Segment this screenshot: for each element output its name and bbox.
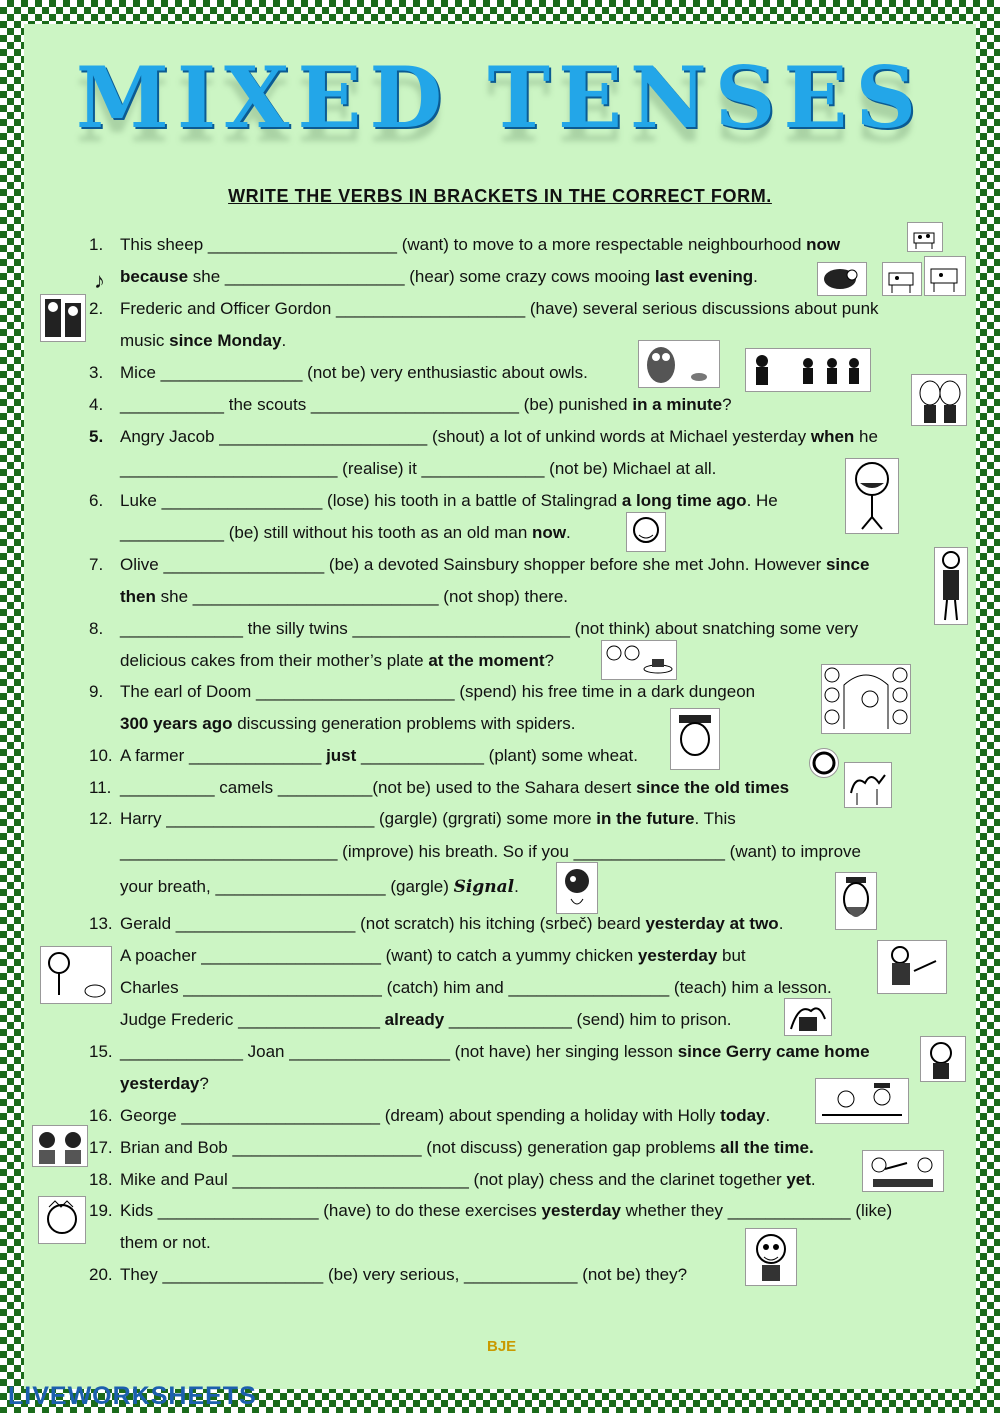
- sun-illustration-icon: [809, 748, 839, 778]
- singer-illustration-icon: [920, 1036, 966, 1082]
- exercise-line: [89, 681, 755, 703]
- exercise-text: _______________________ (improve) his breath. So if you ________________ (want) to improve: [120, 842, 861, 861]
- farmer-illustration-icon: [670, 708, 720, 770]
- exercise-line: [89, 1041, 870, 1063]
- exercise-line: [89, 1169, 816, 1191]
- exercise-line: [120, 1232, 211, 1254]
- time-expression: yesterday: [120, 1074, 200, 1093]
- exercise-number: 16.: [89, 1106, 113, 1125]
- exercise-text: A farmer ______________: [120, 746, 327, 765]
- exercise-line: [89, 426, 878, 448]
- exercise-line: [89, 490, 778, 512]
- exercise-number: 17.: [89, 1138, 113, 1157]
- camel-illustration-icon: [844, 762, 892, 808]
- exercise-line: [89, 298, 879, 320]
- exercise-text: .: [514, 877, 519, 896]
- time-expression: all the time.: [720, 1138, 814, 1157]
- exercise-number: 20.: [89, 1265, 113, 1284]
- exercise-text: _____________ the silly twins _______________________ (not think) about snatching some very: [120, 619, 859, 638]
- exercise-number: 1.: [89, 235, 104, 254]
- exercise-text: but: [717, 946, 746, 965]
- exercise-line: [89, 777, 789, 799]
- exercise-number: 7.: [89, 555, 104, 574]
- twins-cakes-illustration-icon: [601, 640, 677, 680]
- instruction-heading: WRITE THE VERBS IN BRACKETS IN THE CORRECT FORM.: [228, 186, 772, 206]
- serious-man-illustration-icon: [745, 1228, 797, 1286]
- exercise-line: [120, 458, 716, 480]
- exercise-text: Kids _________________ (have) to do these exercises: [120, 1201, 542, 1220]
- exercise-number: 3.: [89, 363, 104, 382]
- policeman-illustration-icon: [877, 940, 947, 994]
- time-expression: because: [120, 267, 189, 286]
- time-expression: last evening: [654, 267, 754, 286]
- exercise-line: [89, 808, 736, 830]
- exercise-text: George _____________________ (dream) about spending a holiday with Holly: [120, 1106, 721, 1125]
- cow-illustration-icon: [882, 262, 922, 296]
- exercise-text: discussing generation problems with spiders.: [232, 714, 576, 733]
- owl-illustration-icon: [638, 340, 720, 388]
- exercise-line: [120, 586, 568, 608]
- exercise-line: [89, 234, 840, 256]
- exercise-text: Charles _____________________ (catch) him and _________________ (teach) him a lesson.: [120, 978, 832, 997]
- time-expression: since Gerry came home: [677, 1042, 870, 1061]
- exercise-text: ___________ (be) still without his tooth as an old man: [120, 523, 533, 542]
- exercise-text: music: [120, 331, 170, 350]
- exercise-text: Judge Frederic _______________: [120, 1010, 385, 1029]
- exercise-text: _____________ Joan _________________ (not have) her singing lesson: [120, 1042, 678, 1061]
- time-expression: in the future: [596, 809, 695, 828]
- exercise-text: Brian and Bob ____________________ (not discuss) generation gap problems: [120, 1138, 721, 1157]
- exercise-line: [120, 650, 554, 672]
- exercise-text: Olive _________________ (be) a devoted Sainsbury shopper before she met John. However: [120, 555, 826, 574]
- exercise-text: A poacher ___________________ (want) to catch a yummy chicken: [120, 946, 638, 965]
- time-expression: when: [810, 427, 855, 446]
- exercise-text: This sheep ____________________ (want) to move to a more respectable neighbourhood: [120, 235, 807, 254]
- sheep-illustration-icon: [817, 262, 867, 296]
- exercise-text: _____________ (send) him to prison.: [444, 1010, 732, 1029]
- exercise-text: Angry Jacob ______________________ (shout) a lot of unkind words at Michael yesterday: [120, 427, 811, 446]
- exercise-text: __________ camels __________(not be) used to the Sahara desert: [120, 778, 637, 797]
- brian-and-bob-illustration-icon: [32, 1125, 88, 1167]
- exercise-number: 13.: [89, 914, 113, 933]
- exercise-text: Mice _______________ (not be) very enthusiastic about owls.: [120, 363, 588, 382]
- exercise-text: Mike and Paul _________________________ (not play) chess and the clarinet together: [120, 1170, 787, 1189]
- exercise-text: _____________ (plant) some wheat.: [356, 746, 638, 765]
- exercise-text: .: [753, 267, 758, 286]
- exercise-text: .: [566, 523, 571, 542]
- music-note-icon: ♪: [94, 268, 105, 293]
- exercise-line: [120, 841, 861, 863]
- time-expression: since: [825, 555, 870, 574]
- exercise-text: ?: [199, 1074, 209, 1093]
- time-expression: yesterday at two: [645, 914, 779, 933]
- exercise-number: 12.: [89, 809, 113, 828]
- exercise-text: They _________________ (be) very serious, ____________ (not be) they?: [120, 1265, 688, 1284]
- exercise-text: The earl of Doom _____________________ (spend) his free time in a dark dungeon: [120, 682, 756, 701]
- exercise-line: [120, 266, 758, 288]
- worksheet-title: MIXED TENSES: [75, 48, 925, 147]
- shopper-illustration-icon: [934, 547, 968, 625]
- exercise-text: delicious cakes from their mother’s plate: [120, 651, 429, 670]
- exercise-text: ?: [722, 395, 732, 414]
- exercise-text: .: [281, 331, 287, 350]
- exercise-number: 5.: [89, 427, 104, 446]
- exercise-line: [120, 1009, 732, 1031]
- exercise-text: .: [778, 914, 784, 933]
- time-expression: yesterday: [541, 1201, 621, 1220]
- exercise-text: .: [765, 1106, 771, 1125]
- exercise-text: whether they _____________ (like): [620, 1201, 893, 1220]
- exercise-number: 11.: [89, 778, 112, 797]
- holiday-illustration-icon: [815, 1078, 909, 1124]
- exercise-number: 19.: [89, 1201, 113, 1220]
- exercise-number: 15.: [89, 1042, 113, 1061]
- bje-logo: BJE: [487, 1338, 517, 1355]
- exercise-text: Frederic and Officer Gordon ____________________ (have) several serious discussions about punk: [120, 299, 879, 318]
- exercise-number: 4.: [89, 395, 104, 414]
- old-man-illustration-icon: [626, 512, 666, 552]
- time-expression: then: [120, 587, 156, 606]
- exercise-line: [89, 618, 858, 640]
- time-expression: at the moment: [428, 651, 545, 670]
- gargling-man-illustration-icon: [556, 862, 598, 914]
- exercise-number: 8.: [89, 619, 104, 638]
- exercise-text: . This: [694, 809, 736, 828]
- exercise-text: Luke _________________ (lose) his tooth in a battle of Stalingrad: [120, 491, 622, 510]
- exercise-line: [120, 876, 519, 898]
- exercise-text: Signal: [453, 877, 515, 897]
- exercise-number: 6.: [89, 491, 104, 510]
- chess-clarinet-illustration-icon: [862, 1150, 944, 1192]
- cow-illustration-icon: [907, 222, 943, 252]
- exercise-line: [89, 1105, 770, 1127]
- exercise-text: .: [810, 1170, 816, 1189]
- exercise-number: 9.: [89, 682, 104, 701]
- cow-illustration-icon: [924, 256, 966, 296]
- time-expression: yesterday: [637, 946, 718, 965]
- exercise-text: ___________ the scouts ______________________ (be) punished: [120, 395, 633, 414]
- bearded-man-illustration-icon: [835, 872, 877, 930]
- exercise-line: [89, 362, 588, 384]
- exercise-text: she __________________________ (not shop) there.: [155, 587, 569, 606]
- dungeon-illustration-icon: [821, 664, 911, 734]
- time-expression: already: [384, 1010, 445, 1029]
- time-expression: since the old times: [636, 778, 790, 797]
- exercise-number: 2.: [89, 299, 104, 318]
- scouts-illustration-icon: [745, 348, 871, 392]
- poacher-illustration-icon: [40, 946, 112, 1004]
- exercise-line: [89, 394, 732, 416]
- exercise-text: _______________________ (realise) it _____________ (not be) Michael at all.: [120, 459, 717, 478]
- exercise-text: she ___________________ (hear) some crazy cows mooing: [188, 267, 655, 286]
- exercise-line: [89, 945, 746, 967]
- time-expression: now: [806, 235, 841, 254]
- exercise-line: [120, 330, 286, 352]
- time-expression: 300 years ago: [120, 714, 233, 733]
- grinning-man-illustration-icon: [845, 458, 899, 534]
- exercise-line: [89, 1200, 892, 1222]
- exercise-text: Gerald ___________________ (not scratch) his itching (srbeč) beard: [120, 914, 646, 933]
- exercise-text: your breath, __________________ (gargle): [120, 877, 454, 896]
- exercise-line: [120, 1073, 209, 1095]
- time-expression: in a minute: [632, 395, 723, 414]
- time-expression: yet: [786, 1170, 811, 1189]
- exercise-line: [89, 1137, 814, 1159]
- exercise-text: he: [854, 427, 878, 446]
- time-expression: a long time ago: [621, 491, 747, 510]
- exercise-line: [120, 713, 575, 735]
- exercise-text: . He: [746, 491, 778, 510]
- judge-illustration-icon: [784, 998, 832, 1036]
- exercise-line: [89, 913, 783, 935]
- time-expression: today: [720, 1106, 766, 1125]
- exercise-number: 18.: [89, 1170, 113, 1189]
- exercise-line: [120, 977, 832, 999]
- time-expression: just: [326, 746, 357, 765]
- officers-illustration-icon: [40, 294, 86, 342]
- exercise-line: [89, 745, 638, 767]
- exercise-line: [120, 522, 571, 544]
- liveworksheets-watermark: LIVEWORKSHEETS: [8, 1382, 257, 1410]
- exercise-line: [89, 1264, 687, 1286]
- angry-man-illustration-icon: [911, 374, 967, 426]
- exercise-text: them or not.: [120, 1233, 211, 1252]
- time-expression: since Monday: [169, 331, 282, 350]
- exercise-text: Harry ______________________ (gargle) (grgrati) some more: [120, 809, 597, 828]
- exercise-number: 10.: [89, 746, 113, 765]
- exercise-text: ?: [544, 651, 554, 670]
- exercise-line: [89, 554, 869, 576]
- time-expression: now: [532, 523, 567, 542]
- kid-illustration-icon: [38, 1196, 86, 1244]
